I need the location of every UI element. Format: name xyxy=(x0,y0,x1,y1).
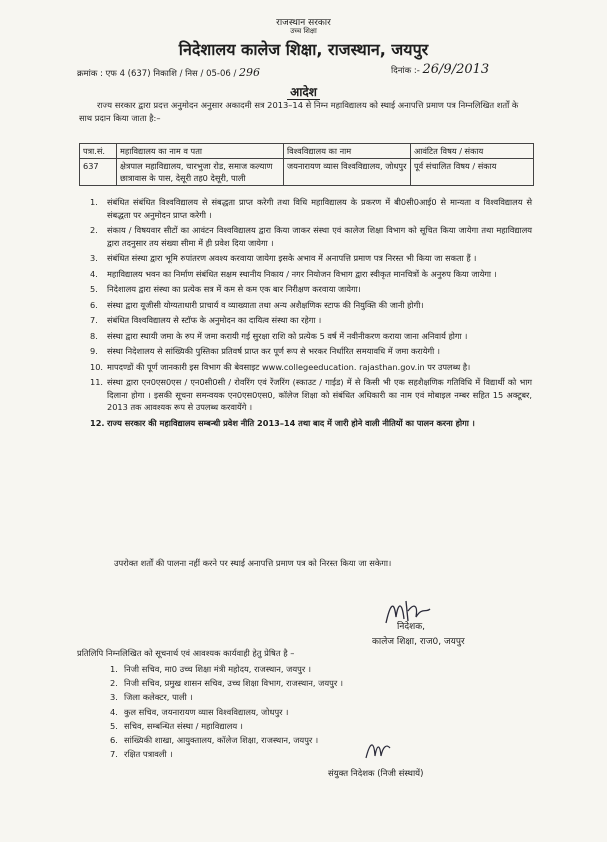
reference-number-prefix: क्रमांक : एफ 4 (637) निकाशि / निस / 05-06 / xyxy=(77,69,237,79)
table-header: पत्रा.सं. xyxy=(80,144,117,159)
reference-number-handwritten: 296 xyxy=(239,66,261,79)
table-cell: जयनारायण व्यास विश्वविद्यालय, जोधपुर xyxy=(284,159,411,186)
condition-text: संबंधित संबंधित विश्वविद्यालय से संबद्धता प्राप्त करेगी तथा विधि महाविद्यालय के प्रकरण में बी0सी0आई0 से मान्यता व विश्वविद्यालय से संबद्धता पर अनुमोदन प्राप्त करेगी । xyxy=(107,197,532,220)
copy-to-intro: प्रतिलिपि निम्नलिखित को सूचनार्थ एवं आवश्यक कार्यवाही हेतु प्रेषित है – xyxy=(77,648,295,658)
conditions-list xyxy=(90,196,532,432)
joint-director-title: संयुक्त निदेशक (निजी संस्थायें) xyxy=(328,769,424,779)
condition-item xyxy=(90,224,532,249)
intro-paragraph: राज्य सरकार द्वारा प्रदत्त अनुमोदन अनुसार अकादमी सत्र 2013–14 से निम्न महाविद्यालय को स्थाई अनापत्ति प्रमाण पत्र निम्नलिखित शर्तों के साथ प्रदान किया जाता है:– xyxy=(79,100,519,123)
condition-number: 6. xyxy=(90,299,98,310)
table-cell: 637 xyxy=(80,159,117,186)
table-row xyxy=(80,159,534,186)
condition-number: 3. xyxy=(90,253,98,263)
condition-number: 12. xyxy=(90,417,105,428)
condition-number: 10. xyxy=(90,361,104,372)
signatory-office: कालेज शिक्षा, राज0, जयपुर xyxy=(372,637,465,647)
table-header-row xyxy=(80,144,534,159)
condition-text: संस्था द्वारा एन0एस0एस / एन0सी0सी / रोवरिंग एवं रेंजरिंग (स्काउट / गाईड) में से किसी भी एक सहशैक्षणिक गतिविधि में विद्यार्थी को भाग दिलाना होगा । इसकी सूचना समन्वयक एन0एस0एस0, कॉलेज शिक्षा को संबंधित अधिकारी का नाम एवं मोबाइल नम्बर सहित 15 अक्टूबर, 2013 तक आवश्यक रूप से उपलब्ध करवायेंगे । xyxy=(107,377,532,412)
order-title xyxy=(0,83,607,100)
condition-item xyxy=(90,345,532,358)
list-item xyxy=(110,719,343,733)
condition-number: 9. xyxy=(90,346,98,356)
condition-number: 1. xyxy=(90,197,98,207)
condition-number: 5. xyxy=(90,284,98,294)
table-cell: पूर्व संचालित विषय / संकाय xyxy=(411,159,534,186)
list-item xyxy=(110,676,343,690)
condition-item xyxy=(90,268,532,281)
condition-text: महाविद्यालय भवन का निर्माण संबंधित सक्षम स्थानीय निकाय / नगर नियोजन विभाग द्वारा स्वीकृत मानचित्रों के अनुरुप किया जायेगा । xyxy=(107,268,497,279)
list-item-text: रक्षित पत्रावली । xyxy=(124,749,173,760)
government-label: राजस्थान सरकार xyxy=(276,18,331,28)
condition-number: 11. xyxy=(90,377,104,387)
list-item-text: जिला कलेक्टर, पाली । xyxy=(124,692,193,703)
condition-item xyxy=(90,283,532,296)
list-item xyxy=(110,705,343,719)
condition-item xyxy=(90,376,532,414)
table-header: आवंटित विषय / संकाय xyxy=(411,144,534,159)
date-handwritten: 26/9/2013 xyxy=(422,62,490,77)
table-cell: क्षेत्रपाल महाविद्यालय, चारभुजा रोड, समाज कल्याण छात्रावास के पास, देसूरी तह0 देसूरी, पाली xyxy=(117,159,284,186)
reference-date xyxy=(391,62,489,77)
condition-number: 7. xyxy=(90,315,98,325)
table-header: विश्वविद्यालय का नाम xyxy=(284,144,411,159)
reference-number xyxy=(77,66,260,79)
condition-item xyxy=(90,299,532,312)
list-item-text: निजी सचिव, मा0 उच्च शिक्षा मंत्री महोदय, राजस्थान, जयपुर । xyxy=(124,664,312,674)
condition-item xyxy=(90,314,532,327)
list-item-text: सांख्यिकी शाखा, आयुक्तालय, कॉलेज शिक्षा, राजस्थान, जयपुर । xyxy=(124,735,319,746)
condition-number: 8. xyxy=(90,330,98,341)
list-item-number: 1. xyxy=(110,664,118,674)
signatory-title: निदेशक, xyxy=(397,622,425,632)
condition-item xyxy=(90,417,532,430)
condition-text: संबंधित विश्वविद्यालय से स्टॉफ के अनुमोदन का दायित्व संस्था का रहेगा । xyxy=(107,315,322,325)
copy-to-list xyxy=(110,662,343,761)
condition-number: 4. xyxy=(90,268,98,279)
condition-text: संकाय / विषयवार सीटों का आवंटन विश्वविद्यालय द्वारा किया जाकर संस्था एवं कालेज शिक्षा विभाग को सूचित किया जायेगा तथा महाविद्यालय द्वारा तदनुसार तय संख्या सीमा में ही प्रवेश दिया जायेगा । xyxy=(107,225,532,248)
list-item-number: 3. xyxy=(110,692,118,703)
list-item-number: 6. xyxy=(110,735,118,746)
list-item-text: निजी सचिव, प्रमुख शासन सचिव, उच्च शिक्षा विभाग, राजस्थान, जयपुर । xyxy=(124,678,344,689)
condition-item xyxy=(90,252,532,265)
list-item-text: सचिव, सम्बन्धित संस्था / महाविद्यालय । xyxy=(124,720,243,731)
department-label: उच्च शिक्षा xyxy=(290,27,317,35)
list-item-number: 4. xyxy=(110,706,118,717)
condition-text: निदेशालय द्वारा संस्था का प्रत्येक सत्र में कम से कम एक बार निरीक्षण करवाया जायेगा। xyxy=(107,284,361,294)
list-item xyxy=(110,733,343,747)
condition-text: मापदण्डों की पूर्ण जानकारी इस विभाग की बेवसाइट www.collegeeducation. rajasthan.gov.in पर उपलब्ध है। xyxy=(107,361,471,372)
list-item xyxy=(110,690,343,704)
condition-text: संबंधित संस्था द्वारा भूमि रुपांतरण अवश्य करवाया जायेगा इसके अभाव में अनापत्ति प्रमाण पत्र निरस्त भी किया जा सकता हैं । xyxy=(107,253,477,263)
condition-text: संस्था द्वारा स्थायी जमा के रुप में जमा करायी गई सुरक्षा राशि को प्रत्येक 5 वर्ष में नवीनीकरण कराया जाना अनिवार्य होगा । xyxy=(107,330,468,341)
condition-item xyxy=(90,330,532,343)
date-label: दिनांक :- xyxy=(391,66,420,76)
table-header: महाविद्यालय का नाम व पता xyxy=(117,144,284,159)
office-heading: निदेशालय कालेज शिक्षा, राजस्थान, जयपुर xyxy=(178,40,429,59)
list-item-number: 2. xyxy=(110,678,118,689)
list-item xyxy=(110,747,343,761)
condition-item xyxy=(90,361,532,374)
list-item-number: 5. xyxy=(110,720,118,731)
condition-number: 2. xyxy=(90,225,98,235)
list-item-text: कुल सचिव, जयनारायण व्यास विश्वविद्यालय, जोधपुर । xyxy=(124,706,289,717)
condition-text: संस्था निदेशालय से सांख्यिकी पुस्तिका प्रतिवर्ष प्राप्त कर पूर्ण रूप से भरकर निर्धारित समयावधि में जमा करायेगी । xyxy=(107,346,440,356)
list-item-number: 7. xyxy=(110,749,118,760)
list-item xyxy=(110,662,343,676)
condition-text: राज्य सरकार की महाविद्यालय सम्बन्धी प्रवेश नीति 2013–14 तथा बाद में जारी होने वाली नीतियों का पालन करना होगा । xyxy=(107,417,475,428)
institution-table xyxy=(79,143,534,186)
condition-item xyxy=(90,196,532,221)
condition-text: संस्था द्वारा यूजीसी योग्यताधारी प्राचार्य व व्याख्याता तथा अन्य अशैक्षणिक स्टाफ की नियुक्ति की जानी होगी। xyxy=(107,299,424,310)
joint-director-signature xyxy=(362,736,394,764)
order-title-text: आदेश xyxy=(287,85,320,100)
closing-paragraph: उपरोक्त शर्तों की पालना नहीं करने पर स्थाई अनापत्ति प्रमाण पत्र को निरस्त किया जा सकेगा। xyxy=(114,558,392,568)
